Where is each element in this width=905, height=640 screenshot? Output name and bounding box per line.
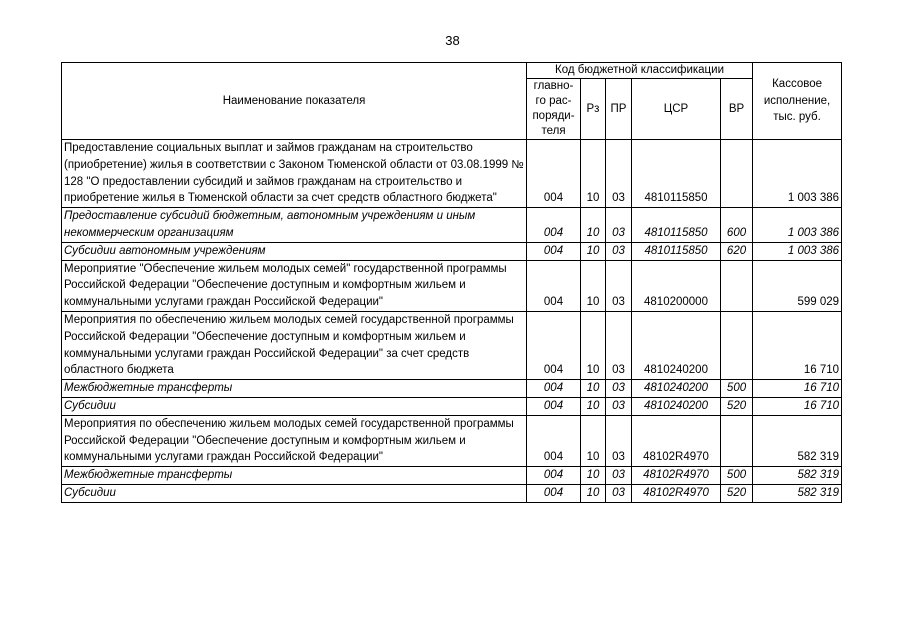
row-amount: 16 710 [753, 397, 842, 415]
header-name: Наименование показателя [62, 63, 527, 140]
row-glavn: 004 [527, 260, 581, 311]
row-amount: 599 029 [753, 260, 842, 311]
row-pr: 03 [606, 260, 632, 311]
row-csr: 4810115850 [632, 208, 721, 243]
row-glavn: 004 [527, 242, 581, 260]
row-pr: 03 [606, 242, 632, 260]
row-csr: 4810240200 [632, 380, 721, 398]
header-amount: Кассовое исполнение, тыс. руб. [753, 63, 842, 140]
row-glavn: 004 [527, 140, 581, 208]
row-rz: 10 [581, 467, 606, 485]
row-vr: 500 [721, 467, 753, 485]
row-vr [721, 311, 753, 379]
header-csr: ЦСР [632, 79, 721, 140]
row-glavn: 004 [527, 397, 581, 415]
row-amount: 1 003 386 [753, 242, 842, 260]
row-name: Субсидии [62, 397, 527, 415]
row-pr: 03 [606, 484, 632, 502]
page-number: 38 [445, 33, 460, 48]
row-rz: 10 [581, 415, 606, 466]
row-glavn: 004 [527, 467, 581, 485]
row-rz: 10 [581, 242, 606, 260]
row-csr: 4810115850 [632, 140, 721, 208]
row-csr: 4810240200 [632, 311, 721, 379]
row-name: Предоставление социальных выплат и займов гражданам на строительство (приобретение) жилья в соответствии с Законом Тюменской области от 03.08.1999 № 128 "О предоставлении субсидий и займов гражданам на строительство и приобретение жилья в Тюменской области за счет средств областного бюджета" [62, 140, 527, 208]
row-vr: 600 [721, 208, 753, 243]
header-pr: ПР [606, 79, 632, 140]
row-name: Межбюджетные трансферты [62, 467, 527, 485]
row-csr: 4810240200 [632, 397, 721, 415]
row-amount: 16 710 [753, 311, 842, 379]
header-vr: ВР [721, 79, 753, 140]
row-vr [721, 140, 753, 208]
row-rz: 10 [581, 380, 606, 398]
row-pr: 03 [606, 467, 632, 485]
row-csr: 48102R4970 [632, 415, 721, 466]
header-glavn: главно-го рас-поряди-теля [527, 79, 581, 140]
table-row [62, 208, 842, 243]
row-amount: 582 319 [753, 415, 842, 466]
row-glavn: 004 [527, 380, 581, 398]
table-row [62, 260, 842, 311]
row-vr: 620 [721, 242, 753, 260]
table-row [62, 415, 842, 466]
row-name: Субсидии [62, 484, 527, 502]
row-glavn: 004 [527, 311, 581, 379]
row-amount: 1 003 386 [753, 208, 842, 243]
row-rz: 10 [581, 260, 606, 311]
row-amount: 1 003 386 [753, 140, 842, 208]
header-code-group: Код бюджетной классификации [527, 63, 753, 79]
table-row [62, 311, 842, 379]
budget-table [61, 62, 842, 503]
row-name: Предоставление субсидий бюджетным, автономным учреждениям и иным некоммерческим организациям [62, 208, 527, 243]
row-name: Мероприятия по обеспечению жильем молодых семей государственной программы Российской Федерации "Обеспечение доступным и комфортным жильем и коммунальными услугами граждан Российской Федерации" за счет средств областного бюджета [62, 311, 527, 379]
table-row [62, 242, 842, 260]
row-rz: 10 [581, 397, 606, 415]
row-rz: 10 [581, 484, 606, 502]
table-row [62, 380, 842, 398]
row-rz: 10 [581, 311, 606, 379]
row-vr [721, 260, 753, 311]
row-name: Субсидии автономным учреждениям [62, 242, 527, 260]
row-vr [721, 415, 753, 466]
row-name: Мероприятие "Обеспечение жильем молодых семей" государственной программы Российской Федерации "Обеспечение доступным и комфортным жильем и коммунальными услугами граждан Российской Федерации" [62, 260, 527, 311]
row-pr: 03 [606, 380, 632, 398]
row-vr: 520 [721, 397, 753, 415]
row-pr: 03 [606, 140, 632, 208]
row-glavn: 004 [527, 208, 581, 243]
row-pr: 03 [606, 415, 632, 466]
row-vr: 500 [721, 380, 753, 398]
row-csr: 48102R4970 [632, 467, 721, 485]
header-rz: Рз [581, 79, 606, 140]
row-rz: 10 [581, 140, 606, 208]
table-row [62, 140, 842, 208]
row-glavn: 004 [527, 484, 581, 502]
row-name: Мероприятия по обеспечению жильем молодых семей государственной программы Российской Федерации "Обеспечение доступным и комфортным жильем и коммунальными услугами граждан Российской Федерации" [62, 415, 527, 466]
table-row [62, 467, 842, 485]
table-row [62, 484, 842, 502]
row-glavn: 004 [527, 415, 581, 466]
row-csr: 48102R4970 [632, 484, 721, 502]
row-amount: 582 319 [753, 467, 842, 485]
row-csr: 4810200000 [632, 260, 721, 311]
row-csr: 4810115850 [632, 242, 721, 260]
row-pr: 03 [606, 208, 632, 243]
row-rz: 10 [581, 208, 606, 243]
row-name: Межбюджетные трансферты [62, 380, 527, 398]
row-vr: 520 [721, 484, 753, 502]
row-pr: 03 [606, 397, 632, 415]
row-pr: 03 [606, 311, 632, 379]
table-row [62, 397, 842, 415]
row-amount: 582 319 [753, 484, 842, 502]
row-amount: 16 710 [753, 380, 842, 398]
